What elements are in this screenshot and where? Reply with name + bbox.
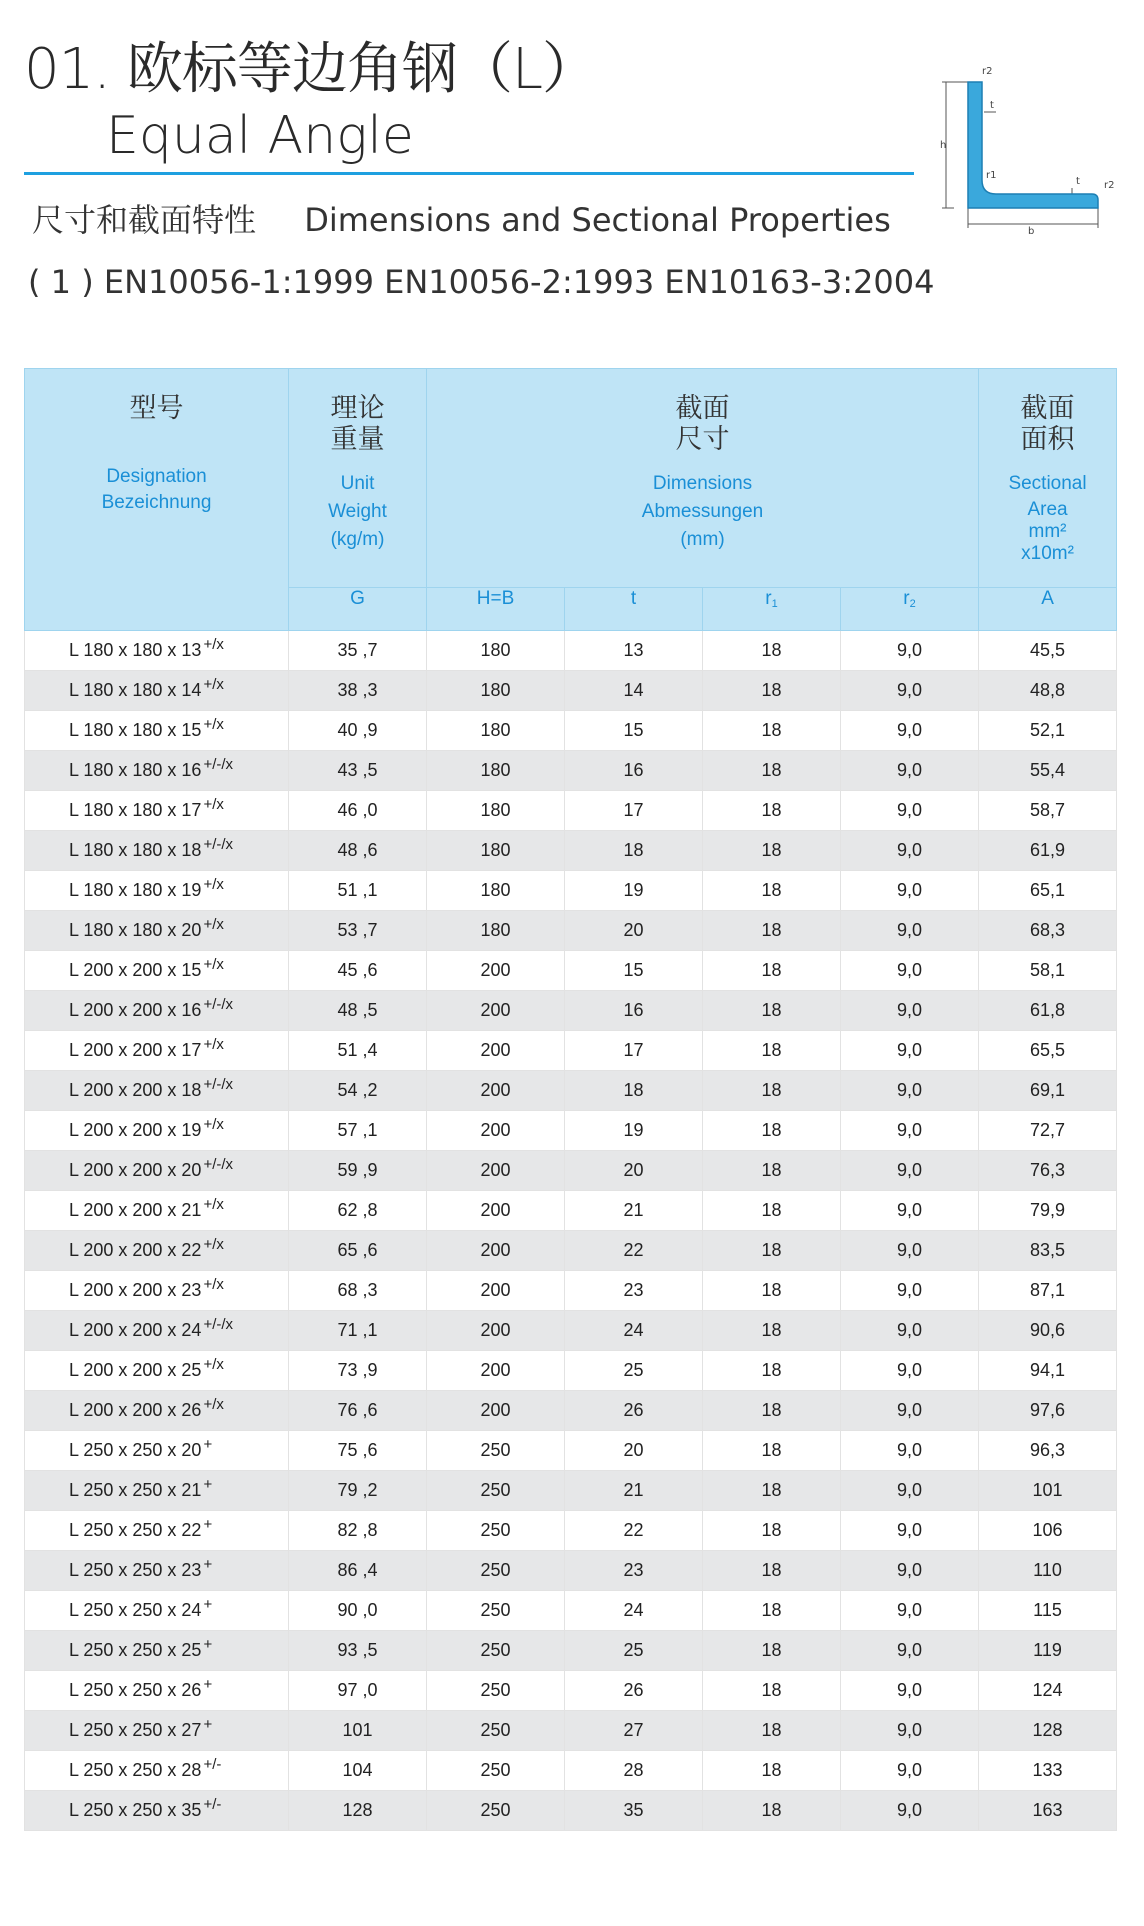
cell-t: 21 (565, 1191, 703, 1231)
cell-hb: 200 (427, 1231, 565, 1271)
cell-designation: L 200 x 200 x 24 $^{+/-/x}$ (25, 1311, 289, 1351)
table-row (25, 1311, 1117, 1351)
availability-mark: +/x (203, 876, 224, 893)
cell-t: 20 (565, 911, 703, 951)
cell-hb: 250 (427, 1471, 565, 1511)
cell-r1: 18 (703, 1671, 841, 1711)
cell-r1: 18 (703, 1711, 841, 1751)
cell-t: 17 (565, 1031, 703, 1071)
cell-weight: 73 ,9 (289, 1351, 427, 1391)
cell-area: 124 (979, 1671, 1117, 1711)
cell-r1: 18 (703, 1431, 841, 1471)
cell-r2: 9,0 (841, 1271, 979, 1311)
availability-mark: +/x (203, 636, 224, 653)
cell-r2: 9,0 (841, 631, 979, 671)
cell-r1: 18 (703, 1351, 841, 1391)
cell-r2: 9,0 (841, 1471, 979, 1511)
page-title-english: Equal Angle (106, 106, 414, 166)
cell-t: 15 (565, 951, 703, 991)
page-title: 01. 欧标等边角钢（L） (24, 37, 598, 102)
cell-designation: L 250 x 250 x 27 + (25, 1711, 289, 1751)
table-row (25, 1111, 1117, 1151)
table-row (25, 1271, 1117, 1311)
cell-designation: L 180 x 180 x 14 $^{+/x}$ (25, 671, 289, 711)
cell-hb: 200 (427, 1351, 565, 1391)
cell-area: 45,5 (979, 631, 1117, 671)
cell-r1: 18 (703, 991, 841, 1031)
availability-mark: +/-/x (203, 756, 234, 773)
table-row (25, 1551, 1117, 1591)
cell-t: 22 (565, 1231, 703, 1271)
cell-hb: 250 (427, 1671, 565, 1711)
cell-weight: 48 ,5 (289, 991, 427, 1031)
table-row (25, 1671, 1117, 1711)
cell-r2: 9,0 (841, 1711, 979, 1751)
availability-mark: +/-/x (203, 1156, 234, 1173)
availability-mark: + (203, 1516, 213, 1533)
availability-mark: + (203, 1556, 213, 1573)
table-row (25, 1631, 1117, 1671)
cell-r1: 18 (703, 631, 841, 671)
cell-t: 25 (565, 1351, 703, 1391)
table-row (25, 911, 1117, 951)
cell-area: 61,8 (979, 991, 1117, 1031)
cell-designation: L 200 x 200 x 26 $^{+/x}$ (25, 1391, 289, 1431)
label-t-top: t (990, 100, 994, 111)
cell-area: 115 (979, 1591, 1117, 1631)
cell-t: 28 (565, 1751, 703, 1791)
cell-t: 23 (565, 1271, 703, 1311)
cell-r2: 9,0 (841, 1231, 979, 1271)
table-row (25, 671, 1117, 711)
angle-profile-shape (968, 82, 1098, 208)
availability-mark: + (203, 1476, 213, 1493)
availability-mark: +/x (203, 1116, 224, 1133)
label-r2-bottom: r2 (1104, 180, 1115, 191)
cell-r2: 9,0 (841, 1031, 979, 1071)
cell-r2: 9,0 (841, 1671, 979, 1711)
cell-t: 25 (565, 1631, 703, 1671)
table-row (25, 1031, 1117, 1071)
table-row (25, 631, 1117, 671)
cell-designation: L 250 x 250 x 25 + (25, 1631, 289, 1671)
table-row (25, 831, 1117, 871)
header-row (25, 369, 1117, 588)
cell-area: 128 (979, 1711, 1117, 1751)
table-row (25, 1151, 1117, 1191)
table-row (25, 871, 1117, 911)
availability-mark: +/x (203, 1036, 224, 1053)
cell-area: 97,6 (979, 1391, 1117, 1431)
cell-designation: L 180 x 180 x 19 $^{+/x}$ (25, 871, 289, 911)
cell-r1: 18 (703, 1231, 841, 1271)
cell-hb: 250 (427, 1591, 565, 1631)
cell-weight: 97 ,0 (289, 1671, 427, 1711)
cell-r2: 9,0 (841, 1151, 979, 1191)
table-row (25, 1191, 1117, 1231)
header-dimensions: 截面 尺寸 Dimensions Abmessungen (mm) (427, 369, 979, 588)
cell-weight: 68 ,3 (289, 1271, 427, 1311)
cell-weight: 71 ,1 (289, 1311, 427, 1351)
cell-hb: 180 (427, 671, 565, 711)
table-row (25, 1711, 1117, 1751)
cell-area: 106 (979, 1511, 1117, 1551)
cell-r2: 9,0 (841, 831, 979, 871)
cell-weight: 65 ,6 (289, 1231, 427, 1271)
header-area: 截面 面积 Sectional Area mm² x10m² (979, 369, 1117, 588)
cell-t: 16 (565, 751, 703, 791)
cell-t: 27 (565, 1711, 703, 1751)
cell-r1: 18 (703, 1791, 841, 1831)
cell-designation: L 180 x 180 x 18 $^{+/-/x}$ (25, 831, 289, 871)
cell-r1: 18 (703, 951, 841, 991)
cell-area: 72,7 (979, 1111, 1117, 1151)
availability-mark: +/x (203, 916, 224, 933)
cell-t: 20 (565, 1151, 703, 1191)
cell-designation: L 250 x 250 x 28 +/- (25, 1751, 289, 1791)
availability-mark: + (203, 1716, 213, 1733)
cell-weight: 93 ,5 (289, 1631, 427, 1671)
cell-area: 133 (979, 1751, 1117, 1791)
cell-r2: 9,0 (841, 1311, 979, 1351)
cell-weight: 86 ,4 (289, 1551, 427, 1591)
cell-r1: 18 (703, 671, 841, 711)
cell-hb: 200 (427, 1071, 565, 1111)
cell-weight: 57 ,1 (289, 1111, 427, 1151)
cell-area: 101 (979, 1471, 1117, 1511)
cell-r1: 18 (703, 751, 841, 791)
cell-weight: 128 (289, 1791, 427, 1831)
table-row (25, 1391, 1117, 1431)
availability-mark: +/- (203, 1756, 222, 1773)
cell-t: 14 (565, 671, 703, 711)
cell-r1: 18 (703, 1031, 841, 1071)
cell-hb: 200 (427, 1111, 565, 1151)
cell-weight: 54 ,2 (289, 1071, 427, 1111)
cell-hb: 180 (427, 831, 565, 871)
cell-area: 61,9 (979, 831, 1117, 871)
cell-t: 18 (565, 1071, 703, 1111)
cell-designation: L 180 x 180 x 13 $^{+/x}$ (25, 631, 289, 671)
unit-r1: $r_1$ (703, 588, 841, 631)
label-b: b (1028, 226, 1035, 237)
cell-hb: 250 (427, 1791, 565, 1831)
cell-area: 48,8 (979, 671, 1117, 711)
cell-t: 22 (565, 1511, 703, 1551)
cell-r2: 9,0 (841, 1071, 979, 1111)
cell-r2: 9,0 (841, 1631, 979, 1671)
cell-t: 16 (565, 991, 703, 1031)
cell-r2: 9,0 (841, 711, 979, 751)
unit-r2: $r_2$ (841, 588, 979, 631)
cell-r1: 18 (703, 911, 841, 951)
cell-t: 24 (565, 1591, 703, 1631)
availability-mark: + (203, 1636, 213, 1653)
cell-t: 26 (565, 1671, 703, 1711)
cell-weight: 40 ,9 (289, 711, 427, 751)
cell-r1: 18 (703, 1631, 841, 1671)
cell-designation: L 180 x 180 x 16 $^{+/-/x}$ (25, 751, 289, 791)
cell-area: 83,5 (979, 1231, 1117, 1271)
subtitle-english: Dimensions and Sectional Properties (304, 201, 891, 239)
availability-mark: +/-/x (203, 1076, 234, 1093)
cell-r1: 18 (703, 1071, 841, 1111)
cell-area: 79,9 (979, 1191, 1117, 1231)
label-t-bottom: t (1076, 176, 1080, 187)
cell-r2: 9,0 (841, 1351, 979, 1391)
subtitle-chinese: 尺寸和截面特性 (32, 201, 257, 239)
cell-hb: 250 (427, 1511, 565, 1551)
table-row (25, 751, 1117, 791)
cell-weight: 48 ,6 (289, 831, 427, 871)
cell-weight: 62 ,8 (289, 1191, 427, 1231)
cell-r2: 9,0 (841, 1791, 979, 1831)
cell-hb: 200 (427, 951, 565, 991)
cell-t: 26 (565, 1391, 703, 1431)
cell-t: 13 (565, 631, 703, 671)
cell-weight: 45 ,6 (289, 951, 427, 991)
cell-t: 18 (565, 831, 703, 871)
unit-hb: H=B (427, 588, 565, 631)
cell-hb: 250 (427, 1711, 565, 1751)
cell-r1: 18 (703, 1391, 841, 1431)
availability-mark: +/-/x (203, 996, 234, 1013)
cell-r2: 9,0 (841, 951, 979, 991)
cell-hb: 180 (427, 631, 565, 671)
cell-weight: 79 ,2 (289, 1471, 427, 1511)
cell-r1: 18 (703, 1751, 841, 1791)
cell-weight: 53 ,7 (289, 911, 427, 951)
cell-hb: 200 (427, 991, 565, 1031)
header-designation: 型号 Designation Bezeichnung (25, 369, 289, 631)
cell-t: 21 (565, 1471, 703, 1511)
table-row (25, 711, 1117, 751)
cell-r2: 9,0 (841, 751, 979, 791)
cell-r2: 9,0 (841, 871, 979, 911)
table-row (25, 1511, 1117, 1551)
cell-hb: 180 (427, 751, 565, 791)
cell-designation: L 180 x 180 x 17 $^{+/x}$ (25, 791, 289, 831)
table-row (25, 951, 1117, 991)
availability-mark: +/x (203, 1396, 224, 1413)
cell-area: 76,3 (979, 1151, 1117, 1191)
cell-hb: 200 (427, 1151, 565, 1191)
cell-r2: 9,0 (841, 1111, 979, 1151)
cell-r1: 18 (703, 791, 841, 831)
cell-r1: 18 (703, 1151, 841, 1191)
cell-designation: L 250 x 250 x 23 + (25, 1551, 289, 1591)
cell-weight: 104 (289, 1751, 427, 1791)
cell-r1: 18 (703, 711, 841, 751)
cell-designation: L 250 x 250 x 24 + (25, 1591, 289, 1631)
cell-area: 119 (979, 1631, 1117, 1671)
cell-designation: L 200 x 200 x 21 $^{+/x}$ (25, 1191, 289, 1231)
cell-r1: 18 (703, 1551, 841, 1591)
cell-area: 65,5 (979, 1031, 1117, 1071)
cell-hb: 250 (427, 1551, 565, 1591)
label-r2-top: r2 (982, 66, 993, 77)
cell-r2: 9,0 (841, 671, 979, 711)
availability-mark: +/-/x (203, 836, 234, 853)
cell-r2: 9,0 (841, 1431, 979, 1471)
availability-mark: +/x (203, 1236, 224, 1253)
cell-designation: L 200 x 200 x 17 $^{+/x}$ (25, 1031, 289, 1071)
cell-weight: 38 ,3 (289, 671, 427, 711)
cell-area: 94,1 (979, 1351, 1117, 1391)
cell-t: 19 (565, 871, 703, 911)
cell-weight: 59 ,9 (289, 1151, 427, 1191)
cell-t: 20 (565, 1431, 703, 1471)
cell-area: 58,7 (979, 791, 1117, 831)
table-row (25, 1351, 1117, 1391)
cell-hb: 200 (427, 1031, 565, 1071)
standards-line: ( 1 ) EN10056-1:1999 EN10056-2:1993 EN10163-3:2004 (28, 263, 935, 301)
cell-area: 90,6 (979, 1311, 1117, 1351)
cell-area: 68,3 (979, 911, 1117, 951)
availability-mark: +/-/x (203, 1316, 234, 1333)
cell-weight: 46 ,0 (289, 791, 427, 831)
cell-r2: 9,0 (841, 791, 979, 831)
cell-hb: 200 (427, 1191, 565, 1231)
cell-r2: 9,0 (841, 911, 979, 951)
cell-designation: L 180 x 180 x 15 $^{+/x}$ (25, 711, 289, 751)
cell-designation: L 250 x 250 x 20 + (25, 1431, 289, 1471)
unit-t: t (565, 588, 703, 631)
availability-mark: +/x (203, 716, 224, 733)
cell-area: 69,1 (979, 1071, 1117, 1111)
table-row (25, 991, 1117, 1031)
label-h: h (940, 140, 947, 151)
cell-hb: 180 (427, 871, 565, 911)
title-divider (24, 172, 914, 175)
section-subtitle (32, 200, 891, 240)
cell-hb: 180 (427, 791, 565, 831)
cell-weight: 75 ,6 (289, 1431, 427, 1471)
cell-r1: 18 (703, 1471, 841, 1511)
cell-designation: L 200 x 200 x 15 $^{+/x}$ (25, 951, 289, 991)
table-row (25, 1471, 1117, 1511)
availability-mark: +/x (203, 1196, 224, 1213)
cell-hb: 200 (427, 1311, 565, 1351)
cell-hb: 250 (427, 1751, 565, 1791)
cell-designation: L 250 x 250 x 21 + (25, 1471, 289, 1511)
cell-r2: 9,0 (841, 991, 979, 1031)
table-row (25, 1591, 1117, 1631)
cell-area: 55,4 (979, 751, 1117, 791)
cell-r1: 18 (703, 1271, 841, 1311)
cell-r1: 18 (703, 871, 841, 911)
cell-hb: 250 (427, 1431, 565, 1471)
cell-area: 163 (979, 1791, 1117, 1831)
cell-r2: 9,0 (841, 1191, 979, 1231)
cell-hb: 250 (427, 1631, 565, 1671)
angle-profile-diagram (940, 62, 1120, 240)
cell-t: 24 (565, 1311, 703, 1351)
cell-designation: L 200 x 200 x 22 $^{+/x}$ (25, 1231, 289, 1271)
availability-mark: +/x (203, 1276, 224, 1293)
table-body (25, 631, 1117, 1831)
cell-r1: 18 (703, 831, 841, 871)
cell-hb: 200 (427, 1391, 565, 1431)
header-weight: 理论 重量 Unit Weight (kg/m) (289, 369, 427, 588)
cell-area: 96,3 (979, 1431, 1117, 1471)
table-row (25, 1071, 1117, 1111)
availability-mark: +/x (203, 796, 224, 813)
cell-designation: L 200 x 200 x 16 $^{+/-/x}$ (25, 991, 289, 1031)
cell-weight: 90 ,0 (289, 1591, 427, 1631)
cell-r1: 18 (703, 1191, 841, 1231)
cell-designation: L 250 x 250 x 35 +/- (25, 1791, 289, 1831)
table-row (25, 791, 1117, 831)
equal-angle-table (24, 368, 1117, 1831)
cell-designation: L 200 x 200 x 20 $^{+/-/x}$ (25, 1151, 289, 1191)
table-row (25, 1431, 1117, 1471)
cell-designation: L 200 x 200 x 18 $^{+/-/x}$ (25, 1071, 289, 1111)
unit-a: A (979, 588, 1117, 631)
cell-designation: L 250 x 250 x 22 + (25, 1511, 289, 1551)
cell-designation: L 180 x 180 x 20 $^{+/x}$ (25, 911, 289, 951)
cell-designation: L 200 x 200 x 25 $^{+/x}$ (25, 1351, 289, 1391)
cell-r2: 9,0 (841, 1751, 979, 1791)
cell-t: 23 (565, 1551, 703, 1591)
cell-weight: 35 ,7 (289, 631, 427, 671)
cell-weight: 51 ,1 (289, 871, 427, 911)
availability-mark: + (203, 1596, 213, 1613)
cell-r1: 18 (703, 1591, 841, 1631)
cell-t: 19 (565, 1111, 703, 1151)
cell-weight: 76 ,6 (289, 1391, 427, 1431)
table-row (25, 1791, 1117, 1831)
cell-area: 52,1 (979, 711, 1117, 751)
cell-weight: 51 ,4 (289, 1031, 427, 1071)
cell-hb: 180 (427, 911, 565, 951)
cell-designation: L 200 x 200 x 23 $^{+/x}$ (25, 1271, 289, 1311)
cell-designation: L 250 x 250 x 26 + (25, 1671, 289, 1711)
unit-g: G (289, 588, 427, 631)
cell-r2: 9,0 (841, 1591, 979, 1631)
cell-weight: 101 (289, 1711, 427, 1751)
cell-r1: 18 (703, 1511, 841, 1551)
availability-mark: + (203, 1436, 213, 1453)
label-r1: r1 (986, 170, 997, 181)
cell-area: 110 (979, 1551, 1117, 1591)
cell-designation: L 200 x 200 x 19 $^{+/x}$ (25, 1111, 289, 1151)
availability-mark: + (203, 1676, 213, 1693)
cell-r2: 9,0 (841, 1511, 979, 1551)
table-row (25, 1231, 1117, 1271)
cell-r1: 18 (703, 1111, 841, 1151)
availability-mark: +/x (203, 676, 224, 693)
availability-mark: +/- (203, 1796, 222, 1813)
cell-r2: 9,0 (841, 1551, 979, 1591)
availability-mark: +/x (203, 956, 224, 973)
cell-t: 17 (565, 791, 703, 831)
cell-area: 87,1 (979, 1271, 1117, 1311)
cell-weight: 82 ,8 (289, 1511, 427, 1551)
cell-area: 65,1 (979, 871, 1117, 911)
cell-r1: 18 (703, 1311, 841, 1351)
cell-weight: 43 ,5 (289, 751, 427, 791)
cell-t: 15 (565, 711, 703, 751)
cell-r2: 9,0 (841, 1391, 979, 1431)
cell-area: 58,1 (979, 951, 1117, 991)
cell-hb: 200 (427, 1271, 565, 1311)
table-row (25, 1751, 1117, 1791)
cell-hb: 180 (427, 711, 565, 751)
cell-t: 35 (565, 1791, 703, 1831)
availability-mark: +/x (203, 1356, 224, 1373)
